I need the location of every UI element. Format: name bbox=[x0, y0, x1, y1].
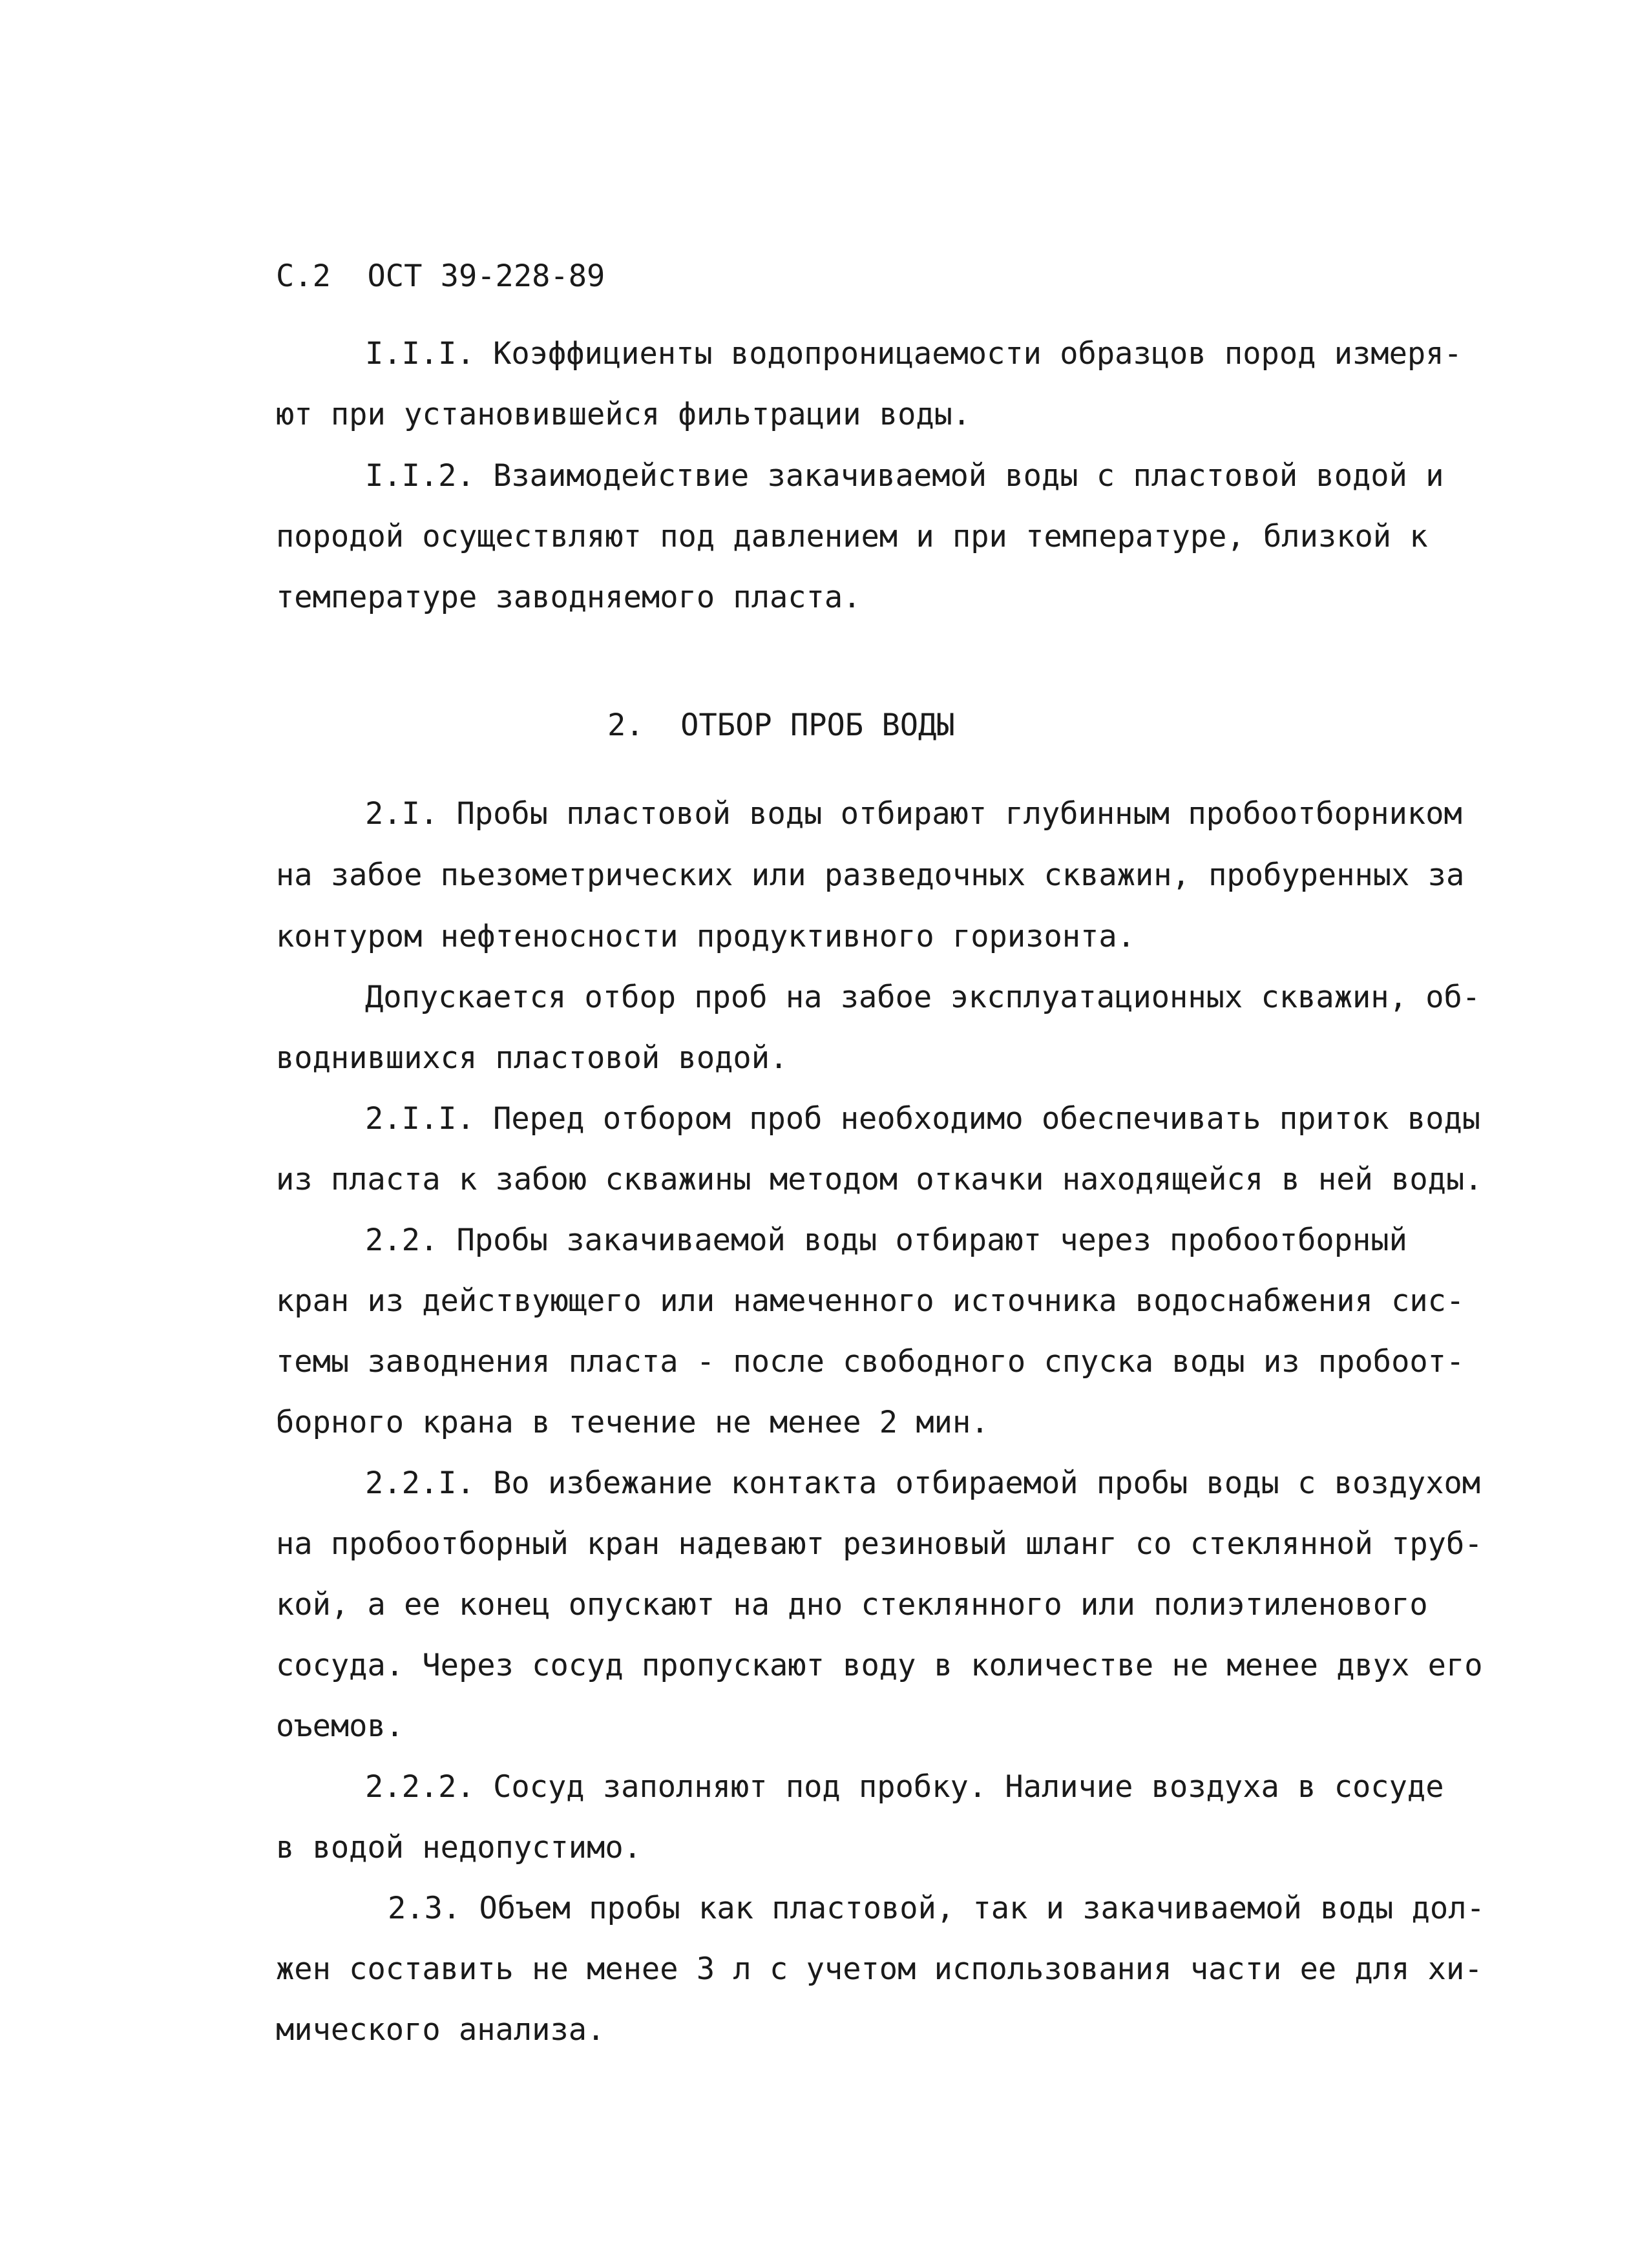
text-line: Допускается отбор проб на забое эксплуатационных скважин, об- bbox=[365, 980, 1481, 1015]
text-line: воднившихся пластовой водой. bbox=[276, 1040, 788, 1076]
text-line: кой, а ее конец опускают на дно стеклянного или полиэтиленового bbox=[276, 1587, 1428, 1622]
text-line: сосуда. Через сосуд пропускают воду в количестве не менее двух его bbox=[276, 1648, 1483, 1683]
text-line: мического анализа. bbox=[276, 2012, 605, 2048]
text-line: в водой недопустимо. bbox=[276, 1830, 642, 1865]
text-line: 2.3. Объем пробы как пластовой, так и закачиваемой воды дол- bbox=[388, 1891, 1485, 1926]
text-line: породой осуществляют под давлением и при температуре, близкой к bbox=[276, 519, 1428, 554]
text-line: темы заводнения пласта - после свободного спуска воды из пробоот- bbox=[276, 1344, 1465, 1380]
text-line: ют при установившейся фильтрации воды. bbox=[276, 397, 971, 432]
text-line: 2.2.2. Сосуд заполняют под пробку. Наличие воздуха в сосуде bbox=[365, 1769, 1444, 1805]
text-line: 2.I. Пробы пластовой воды отбирают глубинным пробоотборником bbox=[365, 796, 1462, 832]
text-line: I.I.2. Взаимодействие закачиваемой воды с пластовой водой и bbox=[365, 458, 1444, 494]
text-line: на забое пьезометрических или разведочных скважин, пробуренных за bbox=[276, 857, 1465, 893]
text-line: из пласта к забою скважины методом откачки находящейся в ней воды. bbox=[276, 1162, 1483, 1197]
text-line: 2.2.I. Во избежание контакта отбираемой пробы воды с воздухом bbox=[365, 1465, 1481, 1501]
text-line: на пробоотборный кран надевают резиновый шланг со стеклянной труб- bbox=[276, 1526, 1483, 1562]
text-line: контуром нефтеносности продуктивного горизонта. bbox=[276, 919, 1135, 954]
text-line: 2.2. Пробы закачиваемой воды отбирают через пробоотборный bbox=[365, 1223, 1407, 1258]
text-line: кран из действующего или намеченного источника водоснабжения сис- bbox=[276, 1283, 1465, 1319]
section-title: 2. ОТБОР ПРОБ ВОДЫ bbox=[607, 708, 955, 743]
text-line: температуре заводняемого пласта. bbox=[276, 580, 861, 615]
text-line: 2.I.I. Перед отбором проб необходимо обеспечивать приток воды bbox=[365, 1101, 1481, 1137]
text-line: I.I.I. Коэффициенты водопроницаемости образцов пород измеря- bbox=[365, 336, 1462, 372]
page-code: С.2 ОСТ 39-228-89 bbox=[276, 258, 605, 294]
text-line: оъемов. bbox=[276, 1708, 404, 1744]
text-line: борного крана в течение не менее 2 мин. bbox=[276, 1405, 989, 1440]
text-line: жен составить не менее 3 л с учетом использования части ее для хи- bbox=[276, 1951, 1483, 1987]
